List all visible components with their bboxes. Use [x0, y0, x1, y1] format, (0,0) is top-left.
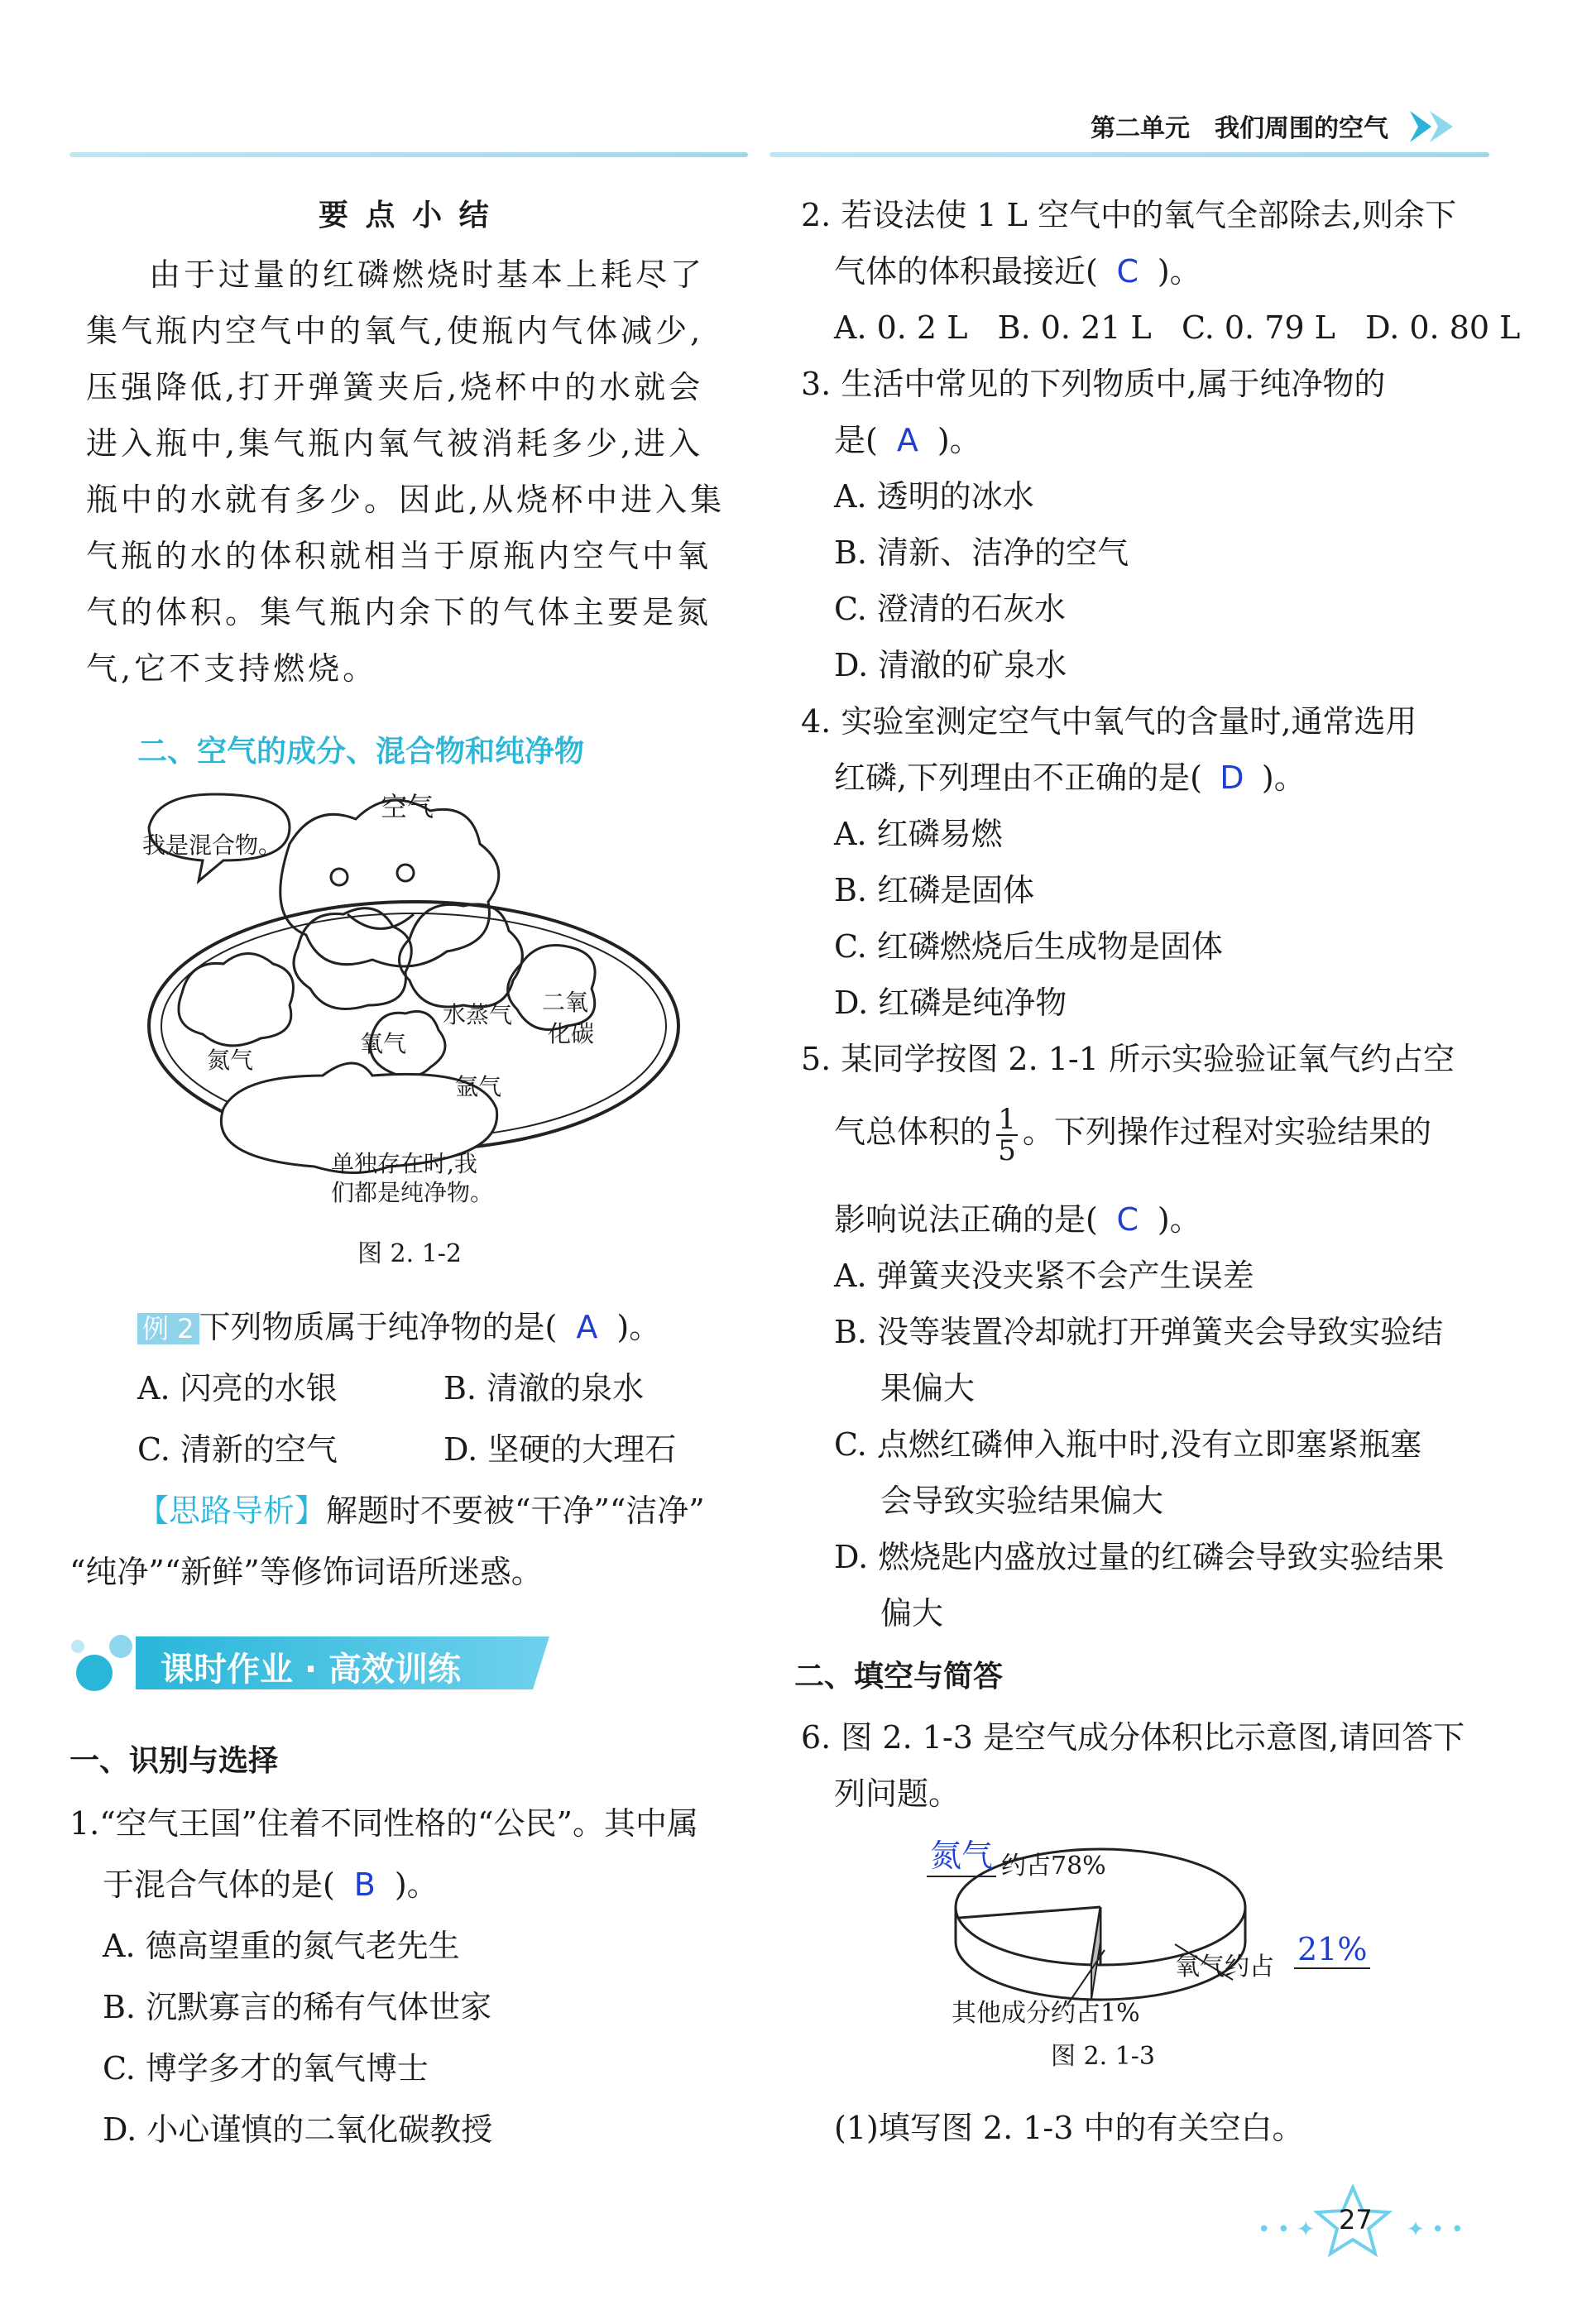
other-percent: 其他成分约占1%: [952, 1999, 1140, 2028]
summary-line: 气的体积。集气瓶内余下的气体主要是氮: [86, 594, 712, 630]
summary-line: 瓶中的水就有多少。因此,从烧杯中进入集: [86, 482, 726, 518]
example-option: D. 坚硬的大理石: [443, 1431, 677, 1468]
homework-banner: [70, 1628, 549, 1699]
water-vapor-label: 水蒸气: [443, 1001, 513, 1028]
example-question: [137, 1299, 660, 1357]
fraction-denominator: 5: [998, 1133, 1016, 1167]
air-label: 空气: [381, 791, 434, 822]
banner-title: 课时作业 · 高效训练: [161, 1651, 462, 1689]
q5-option: D. 燃烧匙内盛放过量的红磷会导致实验结果: [834, 1539, 1445, 1575]
q5-line-1: 5. 某同学按图 2. 1-1 所示实验验证氧气约占空: [801, 1041, 1455, 1077]
oxygen-answer: 21%: [1294, 1931, 1370, 1969]
figure-air-mixture: [124, 778, 703, 1208]
figure-caption: 图 2. 1-2: [357, 1239, 463, 1268]
co2-label-1: 二氧: [542, 989, 589, 1016]
q3-option: B. 清新、洁净的空气: [834, 534, 1129, 571]
q5-line-2: [834, 1104, 1431, 1166]
q4-option: D. 红磷是纯净物: [834, 985, 1067, 1021]
q1-close: )。: [394, 1866, 439, 1903]
q2-text: 气体的体积最接近(: [834, 253, 1098, 290]
air-composition-pie: [902, 1828, 1498, 2071]
header-unit: 第二单元: [1091, 114, 1190, 143]
q3-option: D. 清澈的矿泉水: [834, 647, 1067, 683]
header-title: 我们周围的空气: [1215, 114, 1388, 143]
q2-options: A. 0. 2 L B. 0. 21 L C. 0. 79 L D. 0. 80 L: [834, 309, 1521, 346]
dots-decoration: • • ✦: [1258, 2217, 1315, 2242]
summary-line: 集气瓶内空气中的氧气,使瓶内气体减少,: [86, 313, 704, 349]
q4-text: 红磷,下列理由不正确的是(: [834, 759, 1202, 796]
section2-title: 二、空气的成分、混合物和纯净物: [137, 735, 585, 769]
q1-answer: B: [353, 1866, 376, 1903]
q1-option: A. 德高望重的氮气老先生: [103, 1928, 460, 1964]
hint-line-1: [137, 1483, 705, 1539]
q4-line-2: [834, 750, 1306, 806]
oxygen-label-pie: 氧气约占: [1175, 1953, 1274, 1981]
q3-answer: A: [896, 422, 918, 458]
fraction-numerator: 1: [998, 1102, 1016, 1136]
q3-option: A. 透明的冰水: [834, 478, 1034, 515]
pure-bubble-text-1: 单独存在时,我: [331, 1150, 477, 1177]
q1-text: 于混合气体的是(: [103, 1866, 335, 1903]
q2-answer: C: [1116, 253, 1139, 290]
q6-sub1: (1)填写图 2. 1-3 中的有关空白。: [834, 2110, 1304, 2146]
q6-line-2: 列问题。: [834, 1775, 961, 1812]
q1-option: D. 小心谨慎的二氧化碳教授: [103, 2111, 493, 2148]
nitrogen-label: 氮气: [207, 1047, 254, 1074]
summary-title: 要 点 小 结: [319, 198, 492, 232]
q3-line-2: [834, 412, 981, 468]
example-answer: A: [576, 1309, 598, 1345]
q1-option: B. 沉默寡言的稀有气体世家: [103, 1989, 492, 2025]
example-option: A. 闪亮的水银: [137, 1370, 338, 1406]
q6-line-1: 6. 图 2. 1-3 是空气成分体积比示意图,请回答下: [801, 1719, 1465, 1756]
example-option: C. 清新的空气: [137, 1431, 338, 1468]
q2-line-2: [834, 243, 1201, 299]
q5-text-a: 气总体积的: [834, 1114, 992, 1150]
q4-answer: D: [1220, 759, 1244, 796]
pure-bubble-text-2: 们都是纯净物。: [331, 1179, 494, 1206]
mixture-bubble-text: 我是混合物。: [142, 831, 282, 859]
q5-text-b: 。下列操作过程对实验结果的: [1023, 1114, 1432, 1150]
q2-line-1: 2. 若设法使 1 L 空气中的氧气全部除去,则余下: [801, 197, 1457, 233]
oxygen-label: 氧气: [360, 1030, 407, 1057]
q5-option: C. 点燃红磷伸入瓶中时,没有立即塞紧瓶塞: [834, 1426, 1421, 1463]
summary-line: 气,它不支持燃烧。: [86, 650, 378, 687]
q5-option-cont: 果偏大: [880, 1370, 976, 1406]
page-number: 27: [1339, 2204, 1373, 2235]
q2-close: )。: [1157, 253, 1201, 290]
argon-label: 氩气: [455, 1073, 502, 1100]
summary-line: 压强降低,打开弹簧夹后,烧杯中的水就会: [86, 369, 704, 405]
example-question-text: 下列物质属于纯净物的是(: [199, 1309, 558, 1345]
summary-line: 气瓶的水的体积就相当于原瓶内空气中氧: [86, 538, 712, 574]
summary-line: 由于过量的红磷燃烧时基本上耗尽了: [149, 256, 706, 293]
q4-option: B. 红磷是固体: [834, 872, 1035, 908]
q5-option: A. 弹簧夹没夹紧不会产生误差: [834, 1258, 1254, 1294]
example-option: B. 清澈的泉水: [443, 1370, 645, 1406]
q4-close: )。: [1261, 759, 1306, 796]
q5-line-3: [834, 1191, 1201, 1248]
part2-title: 二、填空与简答: [794, 1660, 1004, 1694]
q5-option-cont: 偏大: [880, 1595, 944, 1632]
q3-line-1: 3. 生活中常见的下列物质中,属于纯净物的: [801, 366, 1386, 402]
q5-text: 影响说法正确的是(: [834, 1201, 1098, 1238]
example-close: )。: [616, 1309, 661, 1345]
hint-label: 【思路导析】: [137, 1493, 327, 1529]
example-tag: 例 2: [137, 1313, 199, 1344]
q5-option: B. 没等装置冷却就打开弹簧夹会导致实验结: [834, 1314, 1444, 1350]
co2-label-2: 化碳: [548, 1020, 595, 1047]
q5-close: )。: [1157, 1201, 1201, 1238]
right-column: [794, 0, 1582, 2324]
q4-option: A. 红磷易燃: [834, 816, 1003, 852]
q3-text: 是(: [834, 422, 878, 458]
left-column: [0, 0, 778, 2324]
q1-line-2: [103, 1857, 439, 1913]
nitrogen-answer: 氮气: [927, 1830, 996, 1877]
pie-caption: 图 2. 1-3: [1051, 2042, 1156, 2071]
page-number-area: [1258, 2184, 1473, 2259]
nitrogen-percent: 约占78%: [1001, 1852, 1106, 1881]
summary-line: 进入瓶中,集气瓶内氧气被消耗多少,进入: [86, 425, 704, 462]
hint-line-2: “纯净”“新鲜”等修饰词语所迷惑。: [70, 1554, 543, 1590]
q1-option: C. 博学多才的氧气博士: [103, 2050, 429, 2087]
q1-line-1: 1.“空气王国”住着不同性格的“公民”。其中属: [70, 1805, 698, 1842]
hint-text-1: 解题时不要被“干净”“洁净”: [326, 1493, 705, 1529]
q4-line-1: 4. 实验室测定空气中氧气的含量时,通常选用: [801, 703, 1417, 740]
fraction-one-fifth: [996, 1104, 1018, 1166]
q4-option: C. 红磷燃烧后生成物是固体: [834, 928, 1223, 965]
q5-answer: C: [1116, 1201, 1139, 1238]
part1-title: 一、识别与选择: [70, 1744, 279, 1778]
dots-decoration-right: ✦ • •: [1407, 2217, 1464, 2242]
q3-option: C. 澄清的石灰水: [834, 591, 1066, 627]
q5-option-cont: 会导致实验结果偏大: [880, 1483, 1164, 1519]
q3-close: )。: [937, 422, 981, 458]
